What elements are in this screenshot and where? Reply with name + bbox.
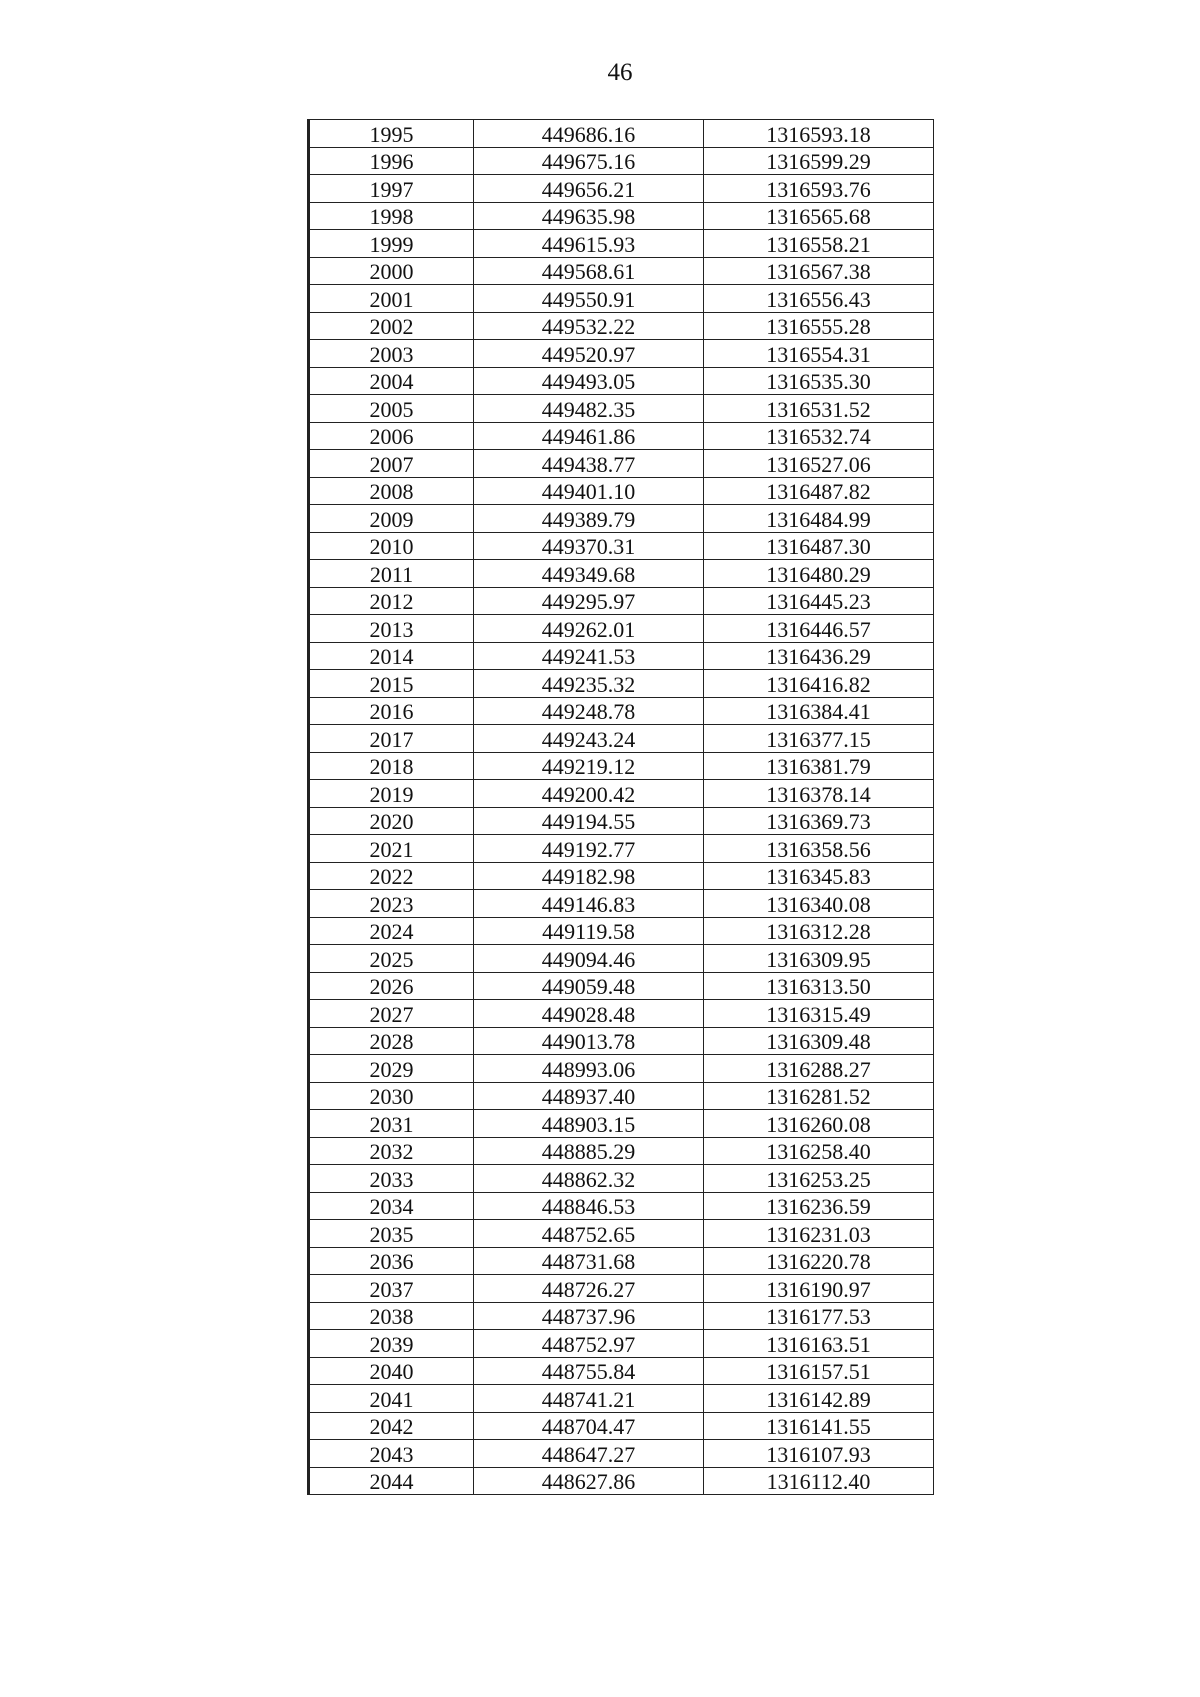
y-coordinate-cell: 1316558.21: [704, 230, 934, 258]
table-row: [309, 780, 934, 808]
point-number-cell: 2016: [309, 697, 474, 725]
y-coordinate-cell: 1316416.82: [704, 670, 934, 698]
table-row: [309, 1275, 934, 1303]
x-coordinate-cell: 448862.32: [474, 1165, 704, 1193]
y-coordinate-cell: 1316220.78: [704, 1247, 934, 1275]
table-row: [309, 505, 934, 533]
table-row: [309, 422, 934, 450]
point-number-cell: 2029: [309, 1055, 474, 1083]
x-coordinate-cell: 449401.10: [474, 477, 704, 505]
x-coordinate-cell: 449013.78: [474, 1027, 704, 1055]
y-coordinate-cell: 1316163.51: [704, 1330, 934, 1358]
x-coordinate-cell: 449482.35: [474, 395, 704, 423]
y-coordinate-cell: 1316487.30: [704, 532, 934, 560]
point-number-cell: 2002: [309, 312, 474, 340]
point-number-cell: 2004: [309, 367, 474, 395]
table-row: [309, 917, 934, 945]
page-number: 46: [607, 59, 633, 86]
point-number-cell: 2032: [309, 1137, 474, 1165]
point-number-cell: 2007: [309, 450, 474, 478]
point-number-cell: 2041: [309, 1385, 474, 1413]
y-coordinate-cell: 1316141.55: [704, 1412, 934, 1440]
y-coordinate-cell: 1316236.59: [704, 1192, 934, 1220]
point-number-cell: 2024: [309, 917, 474, 945]
point-number-cell: 2023: [309, 890, 474, 918]
y-coordinate-cell: 1316107.93: [704, 1440, 934, 1468]
x-coordinate-cell: 448903.15: [474, 1110, 704, 1138]
table-row: [309, 972, 934, 1000]
y-coordinate-cell: 1316487.82: [704, 477, 934, 505]
x-coordinate-cell: 449219.12: [474, 752, 704, 780]
y-coordinate-cell: 1316309.48: [704, 1027, 934, 1055]
point-number-cell: 2001: [309, 285, 474, 313]
point-number-cell: 2038: [309, 1302, 474, 1330]
x-coordinate-cell: 449295.97: [474, 587, 704, 615]
x-coordinate-cell: 449192.77: [474, 835, 704, 863]
x-coordinate-cell: 449241.53: [474, 642, 704, 670]
table-row: [309, 312, 934, 340]
point-number-cell: 2025: [309, 945, 474, 973]
y-coordinate-cell: 1316556.43: [704, 285, 934, 313]
x-coordinate-cell: 449615.93: [474, 230, 704, 258]
x-coordinate-cell: 448726.27: [474, 1275, 704, 1303]
table-row: [309, 1137, 934, 1165]
y-coordinate-cell: 1316381.79: [704, 752, 934, 780]
point-number-cell: 2013: [309, 615, 474, 643]
point-number-cell: 2017: [309, 725, 474, 753]
table-row: [309, 285, 934, 313]
table-row: [309, 450, 934, 478]
y-coordinate-cell: 1316567.38: [704, 257, 934, 285]
table-row: [309, 1357, 934, 1385]
table-row: [309, 835, 934, 863]
y-coordinate-cell: 1316260.08: [704, 1110, 934, 1138]
table-row: [309, 752, 934, 780]
x-coordinate-cell: 449182.98: [474, 862, 704, 890]
table-row: [309, 670, 934, 698]
table-row: [309, 1247, 934, 1275]
table-row: [309, 477, 934, 505]
table-row: [309, 1330, 934, 1358]
x-coordinate-cell: 448993.06: [474, 1055, 704, 1083]
point-number-cell: 2043: [309, 1440, 474, 1468]
point-number-cell: 2037: [309, 1275, 474, 1303]
y-coordinate-cell: 1316480.29: [704, 560, 934, 588]
y-coordinate-cell: 1316358.56: [704, 835, 934, 863]
y-coordinate-cell: 1316377.15: [704, 725, 934, 753]
point-number-cell: 2006: [309, 422, 474, 450]
y-coordinate-cell: 1316384.41: [704, 697, 934, 725]
y-coordinate-cell: 1316340.08: [704, 890, 934, 918]
table-row: [309, 1440, 934, 1468]
table-row: [309, 1027, 934, 1055]
point-number-cell: 2018: [309, 752, 474, 780]
coordinate-table-wrapper: [307, 119, 932, 1495]
x-coordinate-cell: 449520.97: [474, 340, 704, 368]
table-row: [309, 1165, 934, 1193]
y-coordinate-cell: 1316157.51: [704, 1357, 934, 1385]
x-coordinate-cell: 449493.05: [474, 367, 704, 395]
x-coordinate-cell: 449461.86: [474, 422, 704, 450]
y-coordinate-cell: 1316555.28: [704, 312, 934, 340]
table-row: [309, 1192, 934, 1220]
point-number-cell: 2012: [309, 587, 474, 615]
table-row: [309, 945, 934, 973]
x-coordinate-cell: 449235.32: [474, 670, 704, 698]
y-coordinate-cell: 1316554.31: [704, 340, 934, 368]
y-coordinate-cell: 1316312.28: [704, 917, 934, 945]
x-coordinate-cell: 449028.48: [474, 1000, 704, 1028]
x-coordinate-cell: 449248.78: [474, 697, 704, 725]
point-number-cell: 2034: [309, 1192, 474, 1220]
y-coordinate-cell: 1316593.76: [704, 175, 934, 203]
table-row: [309, 890, 934, 918]
point-number-cell: 1995: [309, 120, 474, 148]
table-row: [309, 1220, 934, 1248]
x-coordinate-cell: 449119.58: [474, 917, 704, 945]
y-coordinate-cell: 1316142.89: [704, 1385, 934, 1413]
y-coordinate-cell: 1316565.68: [704, 202, 934, 230]
y-coordinate-cell: 1316281.52: [704, 1082, 934, 1110]
table-row: [309, 175, 934, 203]
table-row: [309, 1000, 934, 1028]
y-coordinate-cell: 1316177.53: [704, 1302, 934, 1330]
x-coordinate-cell: 449349.68: [474, 560, 704, 588]
point-number-cell: 2022: [309, 862, 474, 890]
x-coordinate-cell: 449194.55: [474, 807, 704, 835]
point-number-cell: 2044: [309, 1467, 474, 1495]
table-row: [309, 532, 934, 560]
x-coordinate-cell: 449675.16: [474, 147, 704, 175]
y-coordinate-cell: 1316345.83: [704, 862, 934, 890]
point-number-cell: 1997: [309, 175, 474, 203]
x-coordinate-cell: 448647.27: [474, 1440, 704, 1468]
y-coordinate-cell: 1316531.52: [704, 395, 934, 423]
point-number-cell: 2031: [309, 1110, 474, 1138]
x-coordinate-cell: 448752.65: [474, 1220, 704, 1248]
point-number-cell: 2020: [309, 807, 474, 835]
x-coordinate-cell: 449656.21: [474, 175, 704, 203]
point-number-cell: 1996: [309, 147, 474, 175]
point-number-cell: 2036: [309, 1247, 474, 1275]
y-coordinate-cell: 1316190.97: [704, 1275, 934, 1303]
x-coordinate-cell: 449200.42: [474, 780, 704, 808]
table-row: [309, 120, 934, 148]
table-row: [309, 560, 934, 588]
x-coordinate-cell: 448755.84: [474, 1357, 704, 1385]
point-number-cell: 2040: [309, 1357, 474, 1385]
table-row: [309, 147, 934, 175]
coordinate-table: [307, 119, 934, 1495]
table-row: [309, 202, 934, 230]
x-coordinate-cell: 448737.96: [474, 1302, 704, 1330]
point-number-cell: 2008: [309, 477, 474, 505]
y-coordinate-cell: 1316313.50: [704, 972, 934, 1000]
table-row: [309, 615, 934, 643]
point-number-cell: 2030: [309, 1082, 474, 1110]
point-number-cell: 2015: [309, 670, 474, 698]
y-coordinate-cell: 1316436.29: [704, 642, 934, 670]
x-coordinate-cell: 448627.86: [474, 1467, 704, 1495]
x-coordinate-cell: 449059.48: [474, 972, 704, 1000]
table-row: [309, 697, 934, 725]
y-coordinate-cell: 1316309.95: [704, 945, 934, 973]
table-row: [309, 587, 934, 615]
x-coordinate-cell: 449370.31: [474, 532, 704, 560]
table-row: [309, 862, 934, 890]
x-coordinate-cell: 448731.68: [474, 1247, 704, 1275]
y-coordinate-cell: 1316253.25: [704, 1165, 934, 1193]
table-row: [309, 340, 934, 368]
y-coordinate-cell: 1316378.14: [704, 780, 934, 808]
table-row: [309, 1467, 934, 1495]
point-number-cell: 2014: [309, 642, 474, 670]
point-number-cell: 2000: [309, 257, 474, 285]
point-number-cell: 2035: [309, 1220, 474, 1248]
point-number-cell: 2033: [309, 1165, 474, 1193]
point-number-cell: 2027: [309, 1000, 474, 1028]
x-coordinate-cell: 449262.01: [474, 615, 704, 643]
table-row: [309, 642, 934, 670]
point-number-cell: 2021: [309, 835, 474, 863]
table-body: [309, 120, 934, 1495]
y-coordinate-cell: 1316258.40: [704, 1137, 934, 1165]
point-number-cell: 2005: [309, 395, 474, 423]
x-coordinate-cell: 449568.61: [474, 257, 704, 285]
x-coordinate-cell: 449686.16: [474, 120, 704, 148]
point-number-cell: 2009: [309, 505, 474, 533]
point-number-cell: 2042: [309, 1412, 474, 1440]
x-coordinate-cell: 448937.40: [474, 1082, 704, 1110]
y-coordinate-cell: 1316445.23: [704, 587, 934, 615]
x-coordinate-cell: 448741.21: [474, 1385, 704, 1413]
table-row: [309, 1055, 934, 1083]
table-row: [309, 1302, 934, 1330]
table-row: [309, 807, 934, 835]
x-coordinate-cell: 449146.83: [474, 890, 704, 918]
point-number-cell: 2003: [309, 340, 474, 368]
x-coordinate-cell: 448752.97: [474, 1330, 704, 1358]
x-coordinate-cell: 449094.46: [474, 945, 704, 973]
x-coordinate-cell: 448885.29: [474, 1137, 704, 1165]
point-number-cell: 2019: [309, 780, 474, 808]
y-coordinate-cell: 1316288.27: [704, 1055, 934, 1083]
point-number-cell: 2039: [309, 1330, 474, 1358]
table-row: [309, 257, 934, 285]
y-coordinate-cell: 1316599.29: [704, 147, 934, 175]
y-coordinate-cell: 1316535.30: [704, 367, 934, 395]
table-row: [309, 230, 934, 258]
point-number-cell: 2028: [309, 1027, 474, 1055]
x-coordinate-cell: 449635.98: [474, 202, 704, 230]
table-row: [309, 1412, 934, 1440]
x-coordinate-cell: 449243.24: [474, 725, 704, 753]
x-coordinate-cell: 448704.47: [474, 1412, 704, 1440]
x-coordinate-cell: 449532.22: [474, 312, 704, 340]
table-row: [309, 1110, 934, 1138]
y-coordinate-cell: 1316446.57: [704, 615, 934, 643]
x-coordinate-cell: 448846.53: [474, 1192, 704, 1220]
y-coordinate-cell: 1316231.03: [704, 1220, 934, 1248]
y-coordinate-cell: 1316315.49: [704, 1000, 934, 1028]
table-row: [309, 1385, 934, 1413]
table-row: [309, 395, 934, 423]
x-coordinate-cell: 449389.79: [474, 505, 704, 533]
point-number-cell: 2010: [309, 532, 474, 560]
y-coordinate-cell: 1316527.06: [704, 450, 934, 478]
y-coordinate-cell: 1316369.73: [704, 807, 934, 835]
table-row: [309, 1082, 934, 1110]
x-coordinate-cell: 449438.77: [474, 450, 704, 478]
table-row: [309, 725, 934, 753]
y-coordinate-cell: 1316112.40: [704, 1467, 934, 1495]
y-coordinate-cell: 1316593.18: [704, 120, 934, 148]
point-number-cell: 2026: [309, 972, 474, 1000]
point-number-cell: 2011: [309, 560, 474, 588]
point-number-cell: 1998: [309, 202, 474, 230]
x-coordinate-cell: 449550.91: [474, 285, 704, 313]
y-coordinate-cell: 1316484.99: [704, 505, 934, 533]
point-number-cell: 1999: [309, 230, 474, 258]
table-row: [309, 367, 934, 395]
y-coordinate-cell: 1316532.74: [704, 422, 934, 450]
